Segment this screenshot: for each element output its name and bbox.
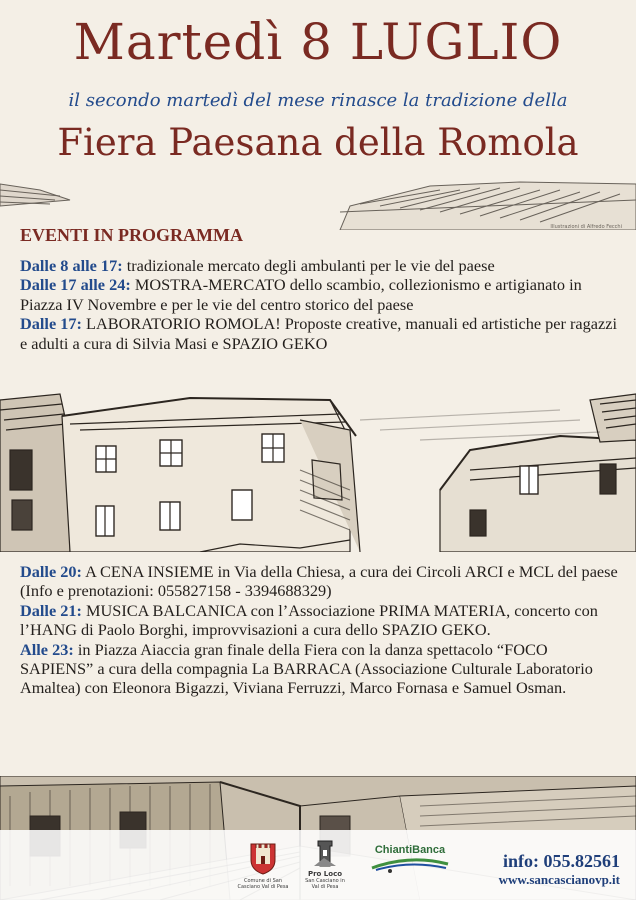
event-item — [20, 256, 620, 275]
event-title: Martedì 8 LUGLIO — [73, 13, 563, 71]
bank-swoosh-icon — [370, 856, 450, 874]
comune-logo — [236, 836, 290, 890]
illustration-credit: Illustrazioni di Alfredo Fecchi — [550, 224, 622, 230]
event-time: Dalle 8 alle 17: — [20, 256, 123, 275]
event-description: LABORATORIO ROMOLA! Proposte creative, manuali ed artistiche per ragazzi e adulti a cura di Silvia Masi e SPAZIO GEKO — [20, 314, 617, 353]
bank-logo — [366, 844, 454, 876]
bank-name: ChiantiBanca — [374, 844, 446, 856]
event-description: MOSTRA-MERCATO dello scambio, collezionismo e artigianato in Piazza IV Novembre e per le vie del centro storico del paese — [20, 275, 582, 314]
events-list-evening — [20, 562, 620, 698]
village-sketch — [0, 380, 636, 552]
rooftop-sketch-top — [0, 160, 636, 230]
event-description: tradizionale mercato degli ambulanti per le vie del paese — [122, 256, 495, 275]
event-time: Alle 23: — [20, 639, 74, 659]
event-subtitle: il secondo martedì del mese rinasce la tradizione della — [68, 90, 568, 111]
event-item — [20, 601, 620, 640]
event-time: Dalle 20: — [20, 562, 82, 581]
section-title: EVENTI IN PROGRAMMA — [20, 225, 243, 245]
contact-phone: info: 055.82561 — [503, 851, 620, 871]
event-time: Dalle 17: — [20, 314, 82, 334]
tower-icon — [310, 836, 340, 868]
comune-name: Comune di San Casciano Val di Pesa — [237, 878, 289, 890]
proloco-logo — [302, 836, 348, 890]
event-description: MUSICA BALCANICA con l’Associazione PRIMA MATERIA, concerto con l’HANG di Paolo Borghi, improvvisazioni a cura dello SPAZIO GEKO. — [20, 600, 598, 640]
event-time: Dalle 17 alle 24: — [20, 275, 131, 295]
event-description: A CENA INSIEME in Via della Chiesa, a cura dei Circoli ARCI e MCL del paese (Info e prenotazioni: 055827158 - 3394688329) — [20, 562, 618, 601]
sponsor-footer — [0, 830, 636, 900]
event-item — [20, 275, 620, 314]
contact-info — [499, 850, 620, 888]
proloco-title: Pro Loco — [307, 870, 343, 878]
contact-website[interactable]: www.sancascianovp.it — [498, 872, 620, 887]
crest-icon — [248, 836, 278, 876]
event-time: Dalle 21: — [20, 600, 82, 620]
proloco-subtitle: San Casciano in Val di Pesa — [305, 878, 345, 890]
events-list-daytime — [20, 256, 620, 353]
event-item — [20, 562, 620, 601]
fair-name: Fiera Paesana della Romola — [57, 121, 579, 164]
event-item — [20, 314, 620, 353]
event-item — [20, 640, 620, 698]
event-description: in Piazza Aiaccia gran finale della Fiera con la danza spettacolo “FOCO SAPIENS” a cura della compagnia La BARRACA (Associazione Culturale Laboratorio Amaltea) con Eleonora Bigazzi, Viviana Ferruzzi, Marco Fornasa e Samuel Osman. — [20, 639, 593, 698]
